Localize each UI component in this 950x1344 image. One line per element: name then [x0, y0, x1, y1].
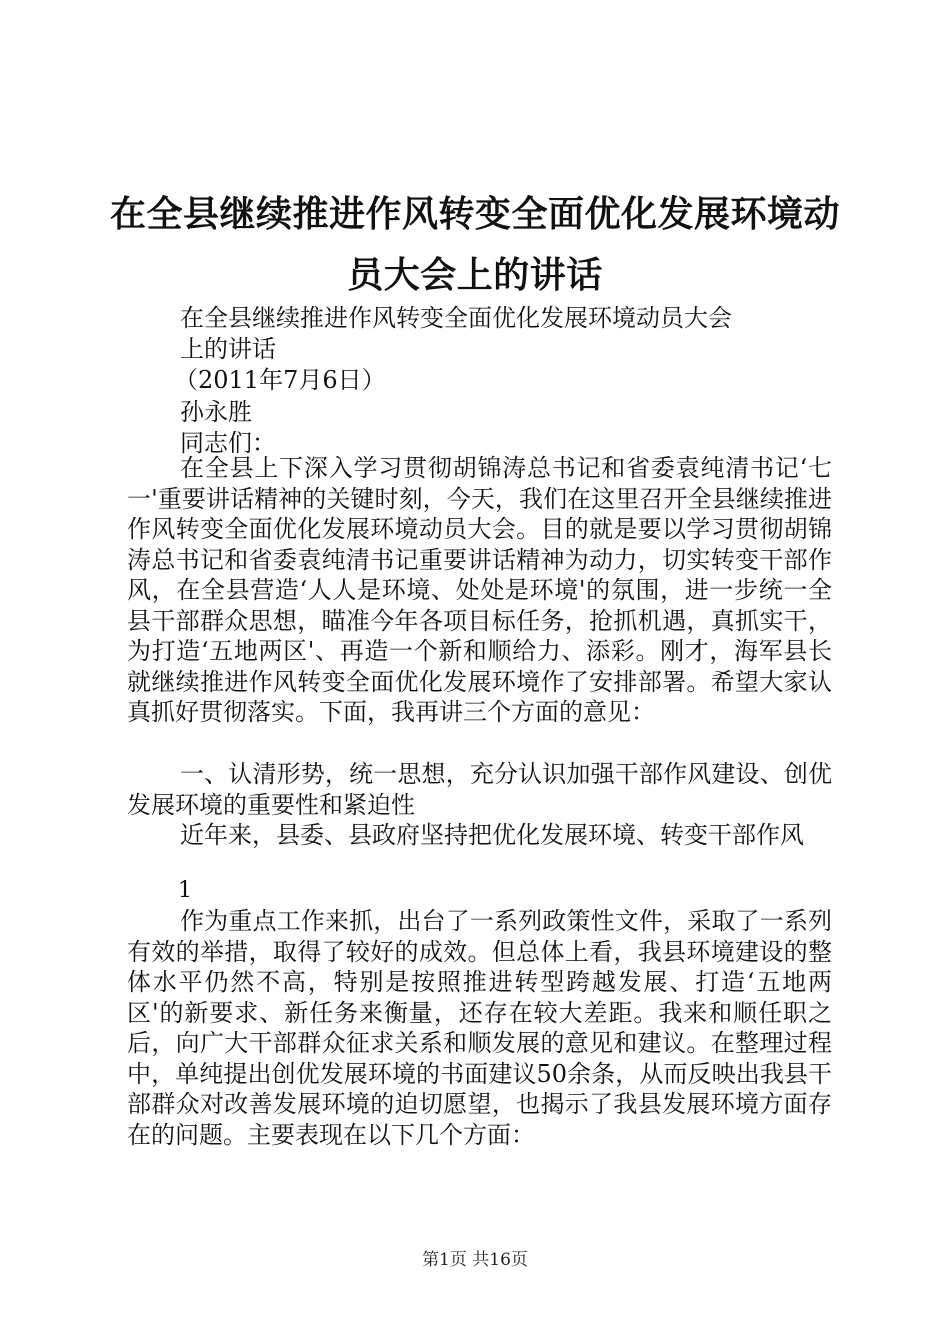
body-paragraph-1: 在全县上下深入学习贯彻胡锦涛总书记和省委袁纯清书记‘七一'重要讲话精神的关键时刻，今天，我们在这里召开全县继续推进作风转变全面优化发展环境动员大会。目的就是要以学习贯彻胡锦涛总书记和省委袁纯清书记重要讲话精神为动力，切实转变干部作风，在全县营造‘人人是环境、处处是环境'的氛围，进一步统一全县干部群众思想，瞄准今年各项目标任务，抢抓机遇，真抓实干，为打造‘五地两区'、再造一个新和顺给力、添彩。刚才，海军县长就继续推进作风转变全面优化发展环境作了安排部署。希望大家认真抓好贯彻落实。下面，我再讲三个方面的意见：: [127, 454, 832, 726]
salutation: 同志们：: [180, 429, 276, 457]
speech-date: （2011年7月6日）: [174, 366, 386, 394]
title-line-1: 在全县继续推进作风转变全面优化发展环境动: [109, 194, 840, 235]
inline-page-number: 1: [178, 878, 192, 903]
body-paragraph-2: 近年来，县委、县政府坚持把优化发展环境、转变干部作风: [180, 821, 804, 849]
page-footer: 第1页 共16页: [422, 1250, 528, 1270]
speaker-name: 孙永胜: [180, 398, 252, 426]
subtitle-line-2: 上的讲话: [180, 335, 276, 363]
title-line-2: 员大会上的讲话: [347, 255, 603, 296]
subtitle-line-1: 在全县继续推进作风转变全面优化发展环境动员大会: [180, 304, 732, 332]
section-heading-1: 一、认清形势，统一思想，充分认识加强干部作风建设、创优发展环境的重要性和紧迫性: [127, 760, 832, 819]
body-paragraph-3: 作为重点工作来抓，出台了一系列政策性文件，采取了一系列有效的举措，取得了较好的成效。但总体上看，我县环境建设的整体水平仍然不高，特别是按照推进转型跨越发展、打造‘五地两区'的新要求、新任务来衡量，还存在较大差距。我来和顺任职之后，向广大干部群众征求关系和顺发展的意见和建议。在整理过程中，单纯提出创优发展环境的书面建议50余条，从而反映出我县干部群众对改善发展环境的迫切愿望，也揭示了我县发展环境方面存在的问题。主要表现在以下几个方面：: [127, 907, 832, 1149]
